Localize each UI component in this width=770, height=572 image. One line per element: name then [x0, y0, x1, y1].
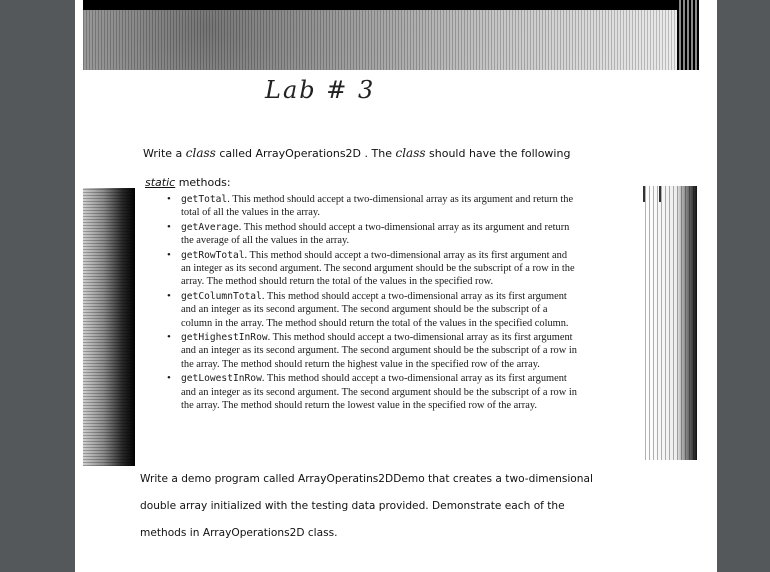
scanned-page — [75, 0, 717, 572]
demo-line-1: Write a demo program called ArrayOperatins2DDemo that creates a two-dimensional — [140, 473, 593, 485]
list-item — [167, 290, 579, 330]
method-name: getAverage — [181, 221, 239, 233]
intro-text-2: called ArrayOperations2D . The — [219, 147, 392, 160]
method-description: . This method should accept a two-dimensional array as its first argument and an integer as its second argument. The second argument should be the subscript of a row in the array. The method should return the lowest value in the specified row of the array. — [181, 373, 577, 412]
scan-shadow-right — [645, 186, 697, 460]
demo-line-3: methods in ArrayOperations2D class. — [140, 527, 338, 539]
methods-list — [167, 193, 579, 414]
intro-text-3: should have the following — [429, 147, 571, 160]
intro-handwritten-word-1: class — [185, 146, 216, 160]
intro-text-1: Write a — [143, 147, 183, 160]
demo-line-2: double array initialized with the testing data provided. Demonstrate each of the — [140, 500, 565, 512]
scan-shadow-left — [83, 188, 135, 466]
method-description: . This method should accept a two-dimensional array as its argument and return the average of all the values in the array. — [181, 221, 570, 247]
list-item — [167, 193, 579, 220]
list-item — [167, 221, 579, 248]
static-methods-line — [145, 176, 231, 189]
static-word: static — [145, 176, 176, 189]
method-name: getRowTotal — [181, 249, 245, 261]
method-description: . This method should accept a two-dimensional array as its first argument and an integer as its second argument. The second argument should be the subscript of a row in the array. The method should return the total of the values in the specified row. — [181, 249, 575, 288]
method-description: . This method should accept a two-dimensional array as its argument and return the total of all the values in the array. — [181, 194, 574, 219]
list-item — [167, 331, 579, 371]
method-name: getTotal — [181, 194, 228, 205]
demo-paragraph — [140, 466, 610, 547]
scan-artifact-lines — [643, 186, 661, 202]
static-rest: methods: — [175, 176, 231, 189]
list-item — [167, 372, 579, 412]
handwritten-heading: Lab # 3 — [265, 76, 376, 104]
list-item — [167, 249, 579, 289]
intro-line — [143, 146, 570, 160]
method-description: . This method should accept a two-dimensional array as its first argument and an integer as its second argument. The second argument should be the subscript of a row in the array. The method should return the highest value in the specified row of the array. — [181, 332, 577, 370]
method-name: getHighestInRow — [181, 332, 268, 344]
method-name: getLowestInRow — [181, 373, 262, 385]
intro-handwritten-word-2: class — [395, 146, 426, 160]
method-name: getColumnTotal — [181, 290, 262, 302]
method-description: . This method should accept a two-dimensional array as its first argument and an integer as its second argument. The second argument should be the subscript of a column in the array. The method should return the total of the values in the specified column. — [181, 290, 569, 329]
scan-shadow-top — [83, 0, 699, 70]
